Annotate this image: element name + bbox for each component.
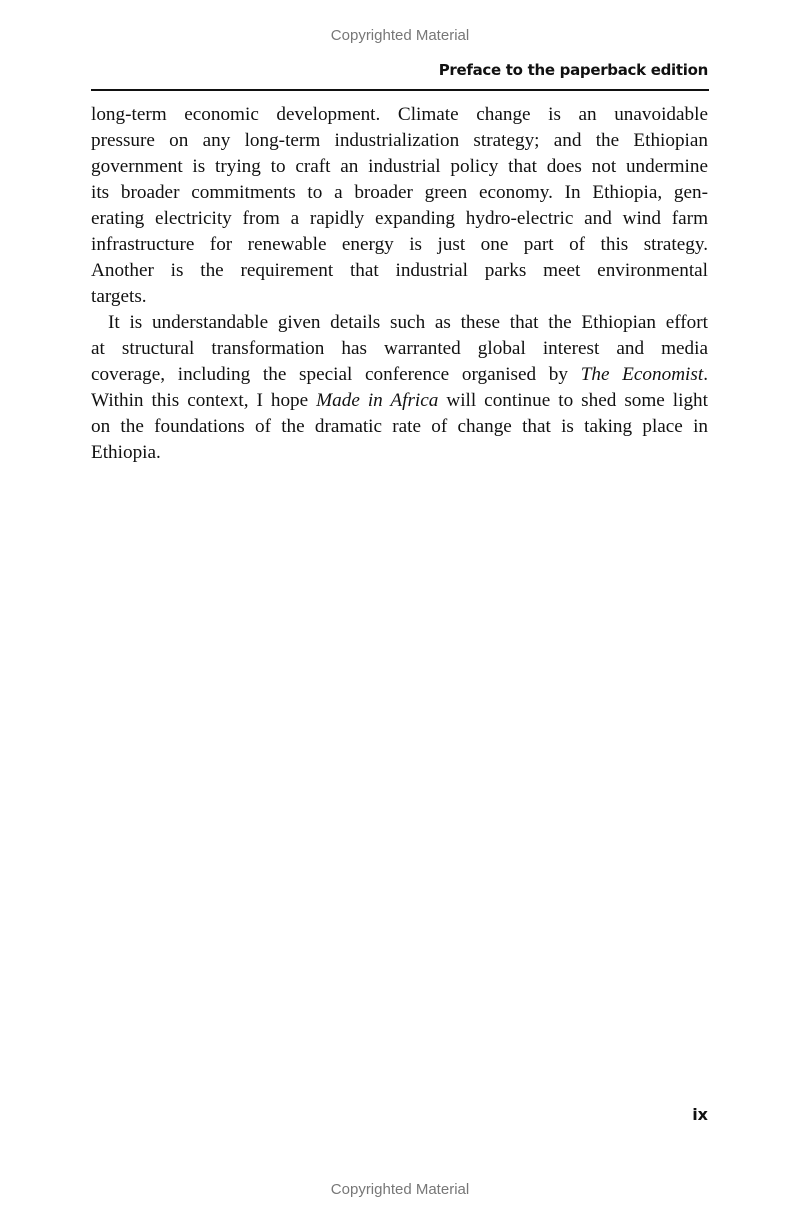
text-segment: . bbox=[703, 364, 708, 385]
text-line: long-term economic development. Climate change is an unavoidable bbox=[91, 104, 708, 125]
body-text bbox=[91, 102, 708, 466]
text-line: at structural transformation has warranted global interest and media bbox=[91, 338, 708, 359]
paragraph-1 bbox=[91, 102, 708, 310]
text-segment: coverage, including the special conference organised by bbox=[91, 364, 581, 385]
text-line: government is trying to craft an industrial policy that does not undermine bbox=[91, 156, 708, 177]
text-line: infrastructure for renewable energy is just one part of this strategy. bbox=[91, 234, 708, 255]
text-segment: Within this context, I hope bbox=[91, 390, 317, 411]
italic-title: The Economist bbox=[580, 364, 704, 385]
text-line: It is understandable given details such as these that the Ethiopian effort bbox=[108, 312, 708, 333]
text-line: targets. bbox=[91, 286, 147, 307]
text-line bbox=[91, 388, 708, 414]
copyright-watermark-top: Copyrighted Material bbox=[330, 27, 470, 44]
copyright-watermark-bottom: Copyrighted Material bbox=[330, 1181, 470, 1198]
text-line: erating electricity from a rapidly expanding hydro-electric and wind farm bbox=[91, 208, 708, 229]
text-line bbox=[91, 362, 708, 388]
text-line: Another is the requirement that industrial parks meet environmental bbox=[91, 260, 708, 281]
italic-title: Made in Africa bbox=[316, 390, 439, 411]
text-segment: will continue to shed some light bbox=[438, 390, 708, 411]
text-line: its broader commitments to a broader green economy. In Ethiopia, gen- bbox=[91, 182, 708, 203]
running-head: Preface to the paperback edition bbox=[438, 61, 708, 79]
text-line: Ethiopia. bbox=[91, 442, 161, 463]
paragraph-2 bbox=[91, 310, 708, 466]
page-number: ix bbox=[692, 1105, 708, 1124]
text-line: pressure on any long-term industrialization strategy; and the Ethiopian bbox=[91, 130, 708, 151]
text-line: on the foundations of the dramatic rate of change that is taking place in bbox=[91, 416, 708, 437]
header-rule bbox=[91, 89, 709, 91]
